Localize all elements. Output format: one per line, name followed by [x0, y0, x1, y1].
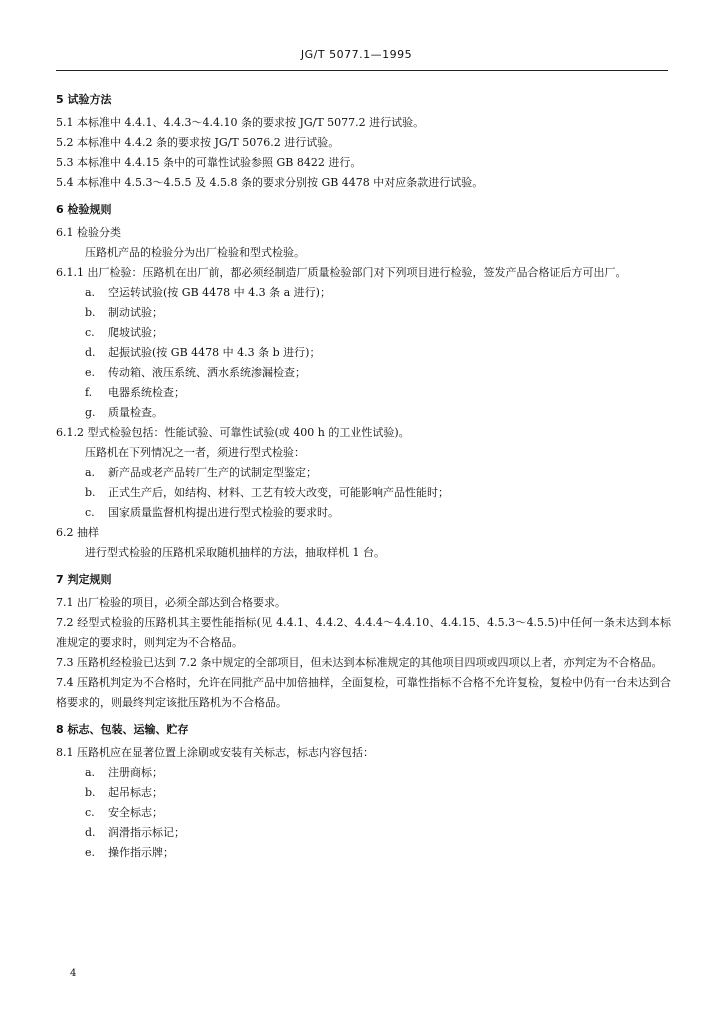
- line-text: 7 判定规则: [56, 573, 112, 586]
- line-text: 起吊标志；: [108, 786, 163, 799]
- list-marker: c.: [85, 326, 95, 339]
- line-text: 7.2 经型式检验的压路机其主要性能指标(见 4.4.1、4.4.2、4.4.4～4.4.10、4.4.15、4.5.3～4.5.5)中任何一条未达到本标准规定的要求时，则判定为不合格品。: [56, 616, 671, 649]
- line-text: 5.4 本标准中 4.5.3～4.5.5 及 4.5.8 条的要求分别按 GB 4478 中对应条款进行试验。: [56, 176, 484, 189]
- page-number: 4: [70, 968, 77, 979]
- list-item: [56, 363, 671, 383]
- paragraph-line: [56, 223, 671, 243]
- list-item: [56, 483, 671, 503]
- paragraph-line: [56, 113, 671, 133]
- line-text: 制动试验；: [108, 306, 163, 319]
- header-rule: [56, 70, 668, 71]
- list-marker: e.: [85, 366, 96, 379]
- list-marker: d.: [85, 826, 96, 839]
- list-item: [56, 403, 671, 423]
- line-text: 国家质量监督机构提出进行型式检验的要求时。: [108, 506, 339, 519]
- list-item: [56, 303, 671, 323]
- line-text: 6 检验规则: [56, 203, 112, 216]
- line-text: 注册商标；: [108, 766, 163, 779]
- paragraph-line: [56, 423, 671, 443]
- list-marker: b.: [85, 306, 96, 319]
- line-text: 8.1 压路机应在显著位置上涂刷或安装有关标志，标志内容包括：: [56, 746, 374, 759]
- line-text: 压路机产品的检验分为出厂检验和型式检验。: [85, 246, 305, 259]
- list-item: [56, 463, 671, 483]
- paragraph-line: [56, 743, 671, 763]
- list-item: [56, 323, 671, 343]
- line-text: 8 标志、包装、运输、贮存: [56, 723, 189, 736]
- paragraph-line: [56, 613, 671, 653]
- line-text: 压路机在下列情况之一者，须进行型式检验：: [85, 446, 305, 459]
- section-heading: [56, 200, 671, 220]
- paragraph-line: [56, 243, 671, 263]
- paragraph-line: [56, 263, 671, 283]
- paragraph-line: [56, 173, 671, 193]
- line-text: 5.3 本标准中 4.4.15 条中的可靠性试验参照 GB 8422 进行。: [56, 156, 362, 169]
- list-item: [56, 823, 671, 843]
- list-marker: d.: [85, 346, 96, 359]
- line-text: 爬坡试验；: [108, 326, 163, 339]
- list-item: [56, 343, 671, 363]
- document-body: [56, 90, 671, 863]
- section-heading: [56, 90, 671, 110]
- list-marker: c.: [85, 806, 95, 819]
- list-item: [56, 803, 671, 823]
- line-text: 6.2 抽样: [56, 526, 99, 539]
- line-text: 进行型式检验的压路机采取随机抽样的方法，抽取样机 1 台。: [85, 546, 385, 559]
- paragraph-line: [56, 543, 671, 563]
- paragraph-line: [56, 673, 671, 713]
- list-marker: c.: [85, 506, 95, 519]
- line-text: 空运转试验(按 GB 4478 中 4.3 条 a 进行)；: [108, 286, 331, 299]
- line-text: 7.1 出厂检验的项目，必须全部达到合格要求。: [56, 596, 286, 609]
- paragraph-line: [56, 523, 671, 543]
- line-text: 质量检查。: [108, 406, 163, 419]
- list-marker: b.: [85, 786, 96, 799]
- list-marker: a.: [85, 466, 96, 479]
- paragraph-line: [56, 443, 671, 463]
- line-text: 起振试验(按 GB 4478 中 4.3 条 b 进行)；: [108, 346, 321, 359]
- list-marker: g.: [85, 406, 96, 419]
- paragraph-line: [56, 653, 671, 673]
- list-item: [56, 503, 671, 523]
- line-text: 传动箱、液压系统、洒水系统渗漏检查；: [108, 366, 306, 379]
- paragraph-line: [56, 593, 671, 613]
- list-marker: e.: [85, 846, 96, 859]
- list-marker: b.: [85, 486, 96, 499]
- paragraph-line: [56, 153, 671, 173]
- list-marker: a.: [85, 286, 96, 299]
- section-heading: [56, 570, 671, 590]
- list-item: [56, 283, 671, 303]
- line-text: 操作指示牌；: [108, 846, 174, 859]
- line-text: 电器系统检查；: [108, 386, 185, 399]
- line-text: 7.4 压路机判定为不合格时，允许在同批产品中加倍抽样，全面复检，可靠性指标不合格不允许复检，复检中仍有一台未达到合格要求的，则最终判定该批压路机为不合格品。: [56, 676, 671, 709]
- paragraph-line: [56, 133, 671, 153]
- list-marker: f.: [85, 386, 93, 399]
- line-text: 6.1.1 出厂检验：压路机在出厂前，都必须经制造厂质量检验部门对下列项目进行检验，签发产品合格证后方可出厂。: [56, 266, 627, 279]
- line-text: 安全标志；: [108, 806, 163, 819]
- line-text: 5.1 本标准中 4.4.1、4.4.3～4.4.10 条的要求按 JG/T 5077.2 进行试验。: [56, 116, 425, 129]
- section-heading: [56, 720, 671, 740]
- list-item: [56, 843, 671, 863]
- line-text: 新产品或老产品转厂生产的试制定型鉴定；: [108, 466, 317, 479]
- line-text: 5.2 本标准中 4.4.2 条的要求按 JG/T 5076.2 进行试验。: [56, 136, 340, 149]
- list-item: [56, 383, 671, 403]
- document-header: JG/T 5077.1—1995: [300, 48, 413, 61]
- line-text: 润滑指示标记；: [108, 826, 185, 839]
- list-item: [56, 783, 671, 803]
- line-text: 6.1 检验分类: [56, 226, 121, 239]
- list-item: [56, 763, 671, 783]
- line-text: 正式生产后，如结构、材料、工艺有较大改变，可能影响产品性能时；: [108, 486, 449, 499]
- line-text: 5 试验方法: [56, 93, 112, 106]
- line-text: 6.1.2 型式检验包括：性能试验、可靠性试验(或 400 h 的工业性试验)。: [56, 426, 410, 439]
- line-text: 7.3 压路机经检验已达到 7.2 条中规定的全部项目，但未达到本标准规定的其他项目四项或四项以上者，亦判定为不合格品。: [56, 656, 663, 669]
- list-marker: a.: [85, 766, 96, 779]
